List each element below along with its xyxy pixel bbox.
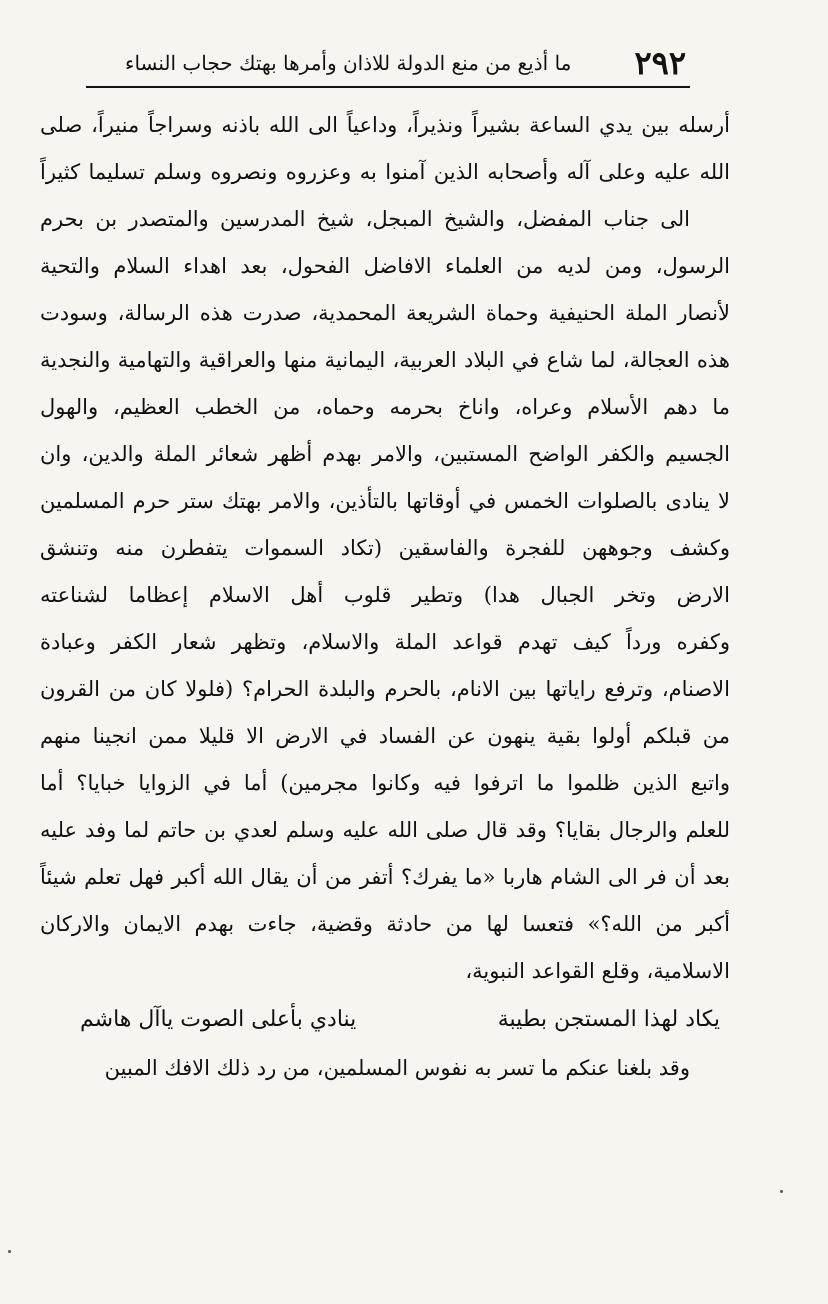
text-line: الله عليه وعلى آله وأصحابه الذين آمنوا به وعزروه ونصروه وسلم تسليما كثيراً — [40, 160, 730, 184]
verse-right-hemistich: يكاد لهذا المستجن بطيبة — [497, 1007, 720, 1032]
text-line: من قبلكم أولوا بقية ينهون عن الفساد في الارض الا قليلا ممن انجينا منهم — [40, 724, 730, 748]
text-line: للعلم والرجال بقايا؟ وقد قال صلى الله عليه وسلم لعدي بن حاتم لما وفد عليه — [40, 818, 730, 842]
header-rule — [86, 86, 690, 88]
text-line: أرسله بين يدي الساعة بشيراً ونذيراً، وداعياً الى الله باذنه وسراجاً منيراً، صلى — [40, 113, 730, 137]
final-text-line: وقد بلغنا عنكم ما تسر به نفوس المسلمين، من رد ذلك الافك المبين — [104, 1056, 690, 1080]
text-line: وكفره ورداً كيف تهدم قواعد الملة والاسلام، وتظهر شعار الكفر وعبادة — [40, 630, 730, 654]
running-title: ما أذيع من منع الدولة للاذان وأمرها بهتك حجاب النساء — [125, 51, 572, 75]
verse-left-hemistich: ينادي بأعلى الصوت ياآل هاشم — [80, 1007, 357, 1032]
text-line: الاصنام، وترفع راياتها بين الانام، بالحرم والبلدة الحرام؟ (فلولا كان من القرون — [40, 677, 730, 701]
text-line: الجسيم والكفر الواضح المستبين، والامر بهدم أظهر شعائر الملة والدين، وان — [40, 442, 730, 466]
text-line: بعد أن فر الى الشام هاربا «ما يفرك؟ أتفر من أن يقال الله أكبر فهل تعلم شيئاً — [40, 865, 730, 889]
text-line: وكشف وجوههن للفجرة والفاسقين (تكاد السموات يتفطرن منه وتنشق — [40, 536, 730, 560]
page-header — [86, 44, 686, 82]
text-line: الارض وتخر الجبال هدا) وتطير قلوب أهل الاسلام إعظاما لشناعته — [40, 583, 730, 607]
text-line: واتبع الذين ظلموا ما اترفوا فيه وكانوا مجرمين) أما في الزوايا خبايا؟ أما — [40, 771, 730, 795]
text-line: الرسول، ومن لديه من العلماء الافاضل الفحول، بعد اهداء السلام والتحية — [40, 254, 730, 278]
page-number: ٢٩٢ — [634, 44, 686, 82]
body-text — [40, 102, 730, 1092]
text-line: لأنصار الملة الحنيفية وحماة الشريعة المحمدية، صدرت هذه الرسالة، وسودت — [40, 301, 730, 325]
text-line: هذه العجالة، لما شاع في البلاد العربية، اليمانية منها والعراقية والتهامية والنجدية — [40, 348, 730, 372]
text-line: الاسلامية، وقلع القواعد النبوية، — [465, 959, 730, 983]
paper-speck — [780, 1190, 783, 1193]
poem-verse — [40, 995, 730, 1045]
text-line: لا ينادى بالصلوات الخمس في أوقاتها بالتأذين، والامر بهتك ستر حرم المسلمين — [40, 489, 730, 513]
text-line: أكبر من الله؟» فتعسا لها من حادثة وقضية، جاءت بهدم الايمان والاركان — [40, 912, 730, 936]
text-line: ما دهم الأسلام وعراه، واناخ بحرمه وحماه، من الخطب العظيم، والهول — [40, 395, 730, 419]
text-line: الى جناب المفضل، والشيخ المبجل، شيخ المدرسين والمتصدر بن بحرم — [40, 207, 690, 231]
paper-speck — [8, 1250, 11, 1253]
